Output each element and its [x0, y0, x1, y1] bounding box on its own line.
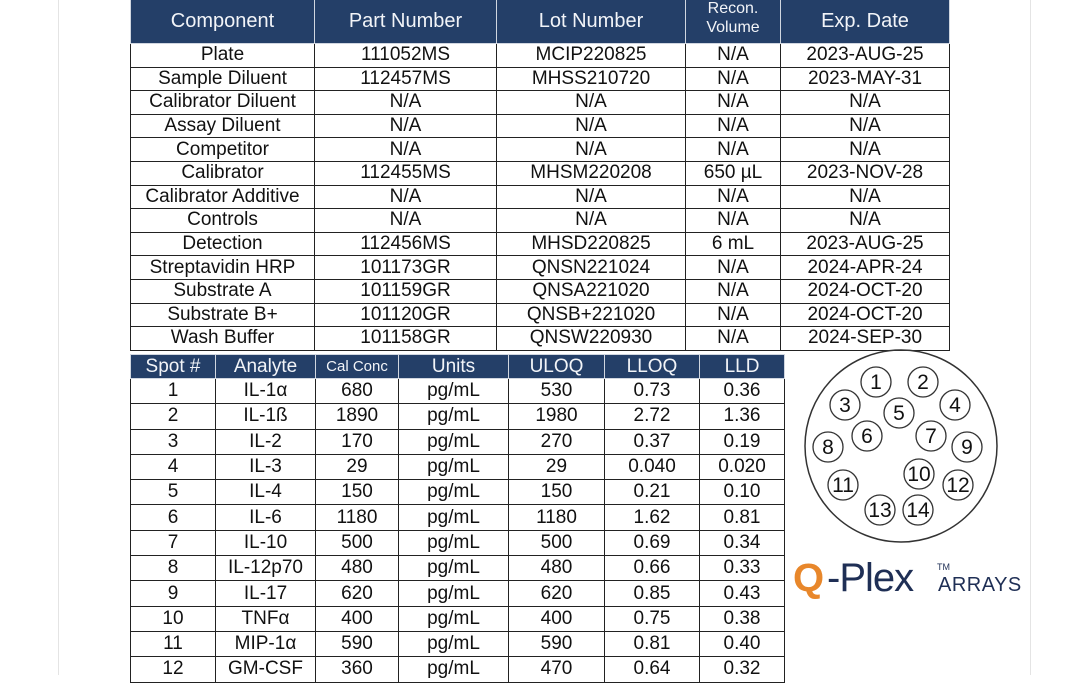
table-cell: 112455MS	[315, 161, 497, 185]
spot-label: 13	[868, 499, 892, 522]
table-cell: 0.36	[700, 379, 785, 404]
spot-row	[131, 556, 785, 581]
table-cell: IL-1ß	[216, 404, 316, 429]
spot-label: 4	[949, 394, 961, 417]
table-cell: pg/mL	[399, 379, 509, 404]
table-cell: Assay Diluent	[131, 114, 315, 138]
table-cell: 0.81	[700, 505, 785, 530]
spot-label: 6	[861, 425, 873, 448]
table-cell: 0.34	[700, 530, 785, 555]
table-cell: 2023-AUG-25	[781, 44, 950, 68]
table-cell: 1	[131, 379, 216, 404]
table-cell: 112456MS	[315, 232, 497, 256]
table-cell: Calibrator	[131, 161, 315, 185]
table-cell: N/A	[686, 138, 781, 162]
table-cell: pg/mL	[399, 657, 509, 682]
table-cell: 500	[316, 530, 399, 555]
table-cell: 2024-OCT-20	[781, 303, 950, 327]
table-cell: IL-1α	[216, 379, 316, 404]
table-cell: 470	[509, 657, 605, 682]
table-cell: Calibrator Additive	[131, 185, 315, 209]
table-cell: 1.36	[700, 404, 785, 429]
spots-header-row	[131, 355, 785, 379]
table-cell: Substrate A	[131, 279, 315, 303]
table-cell: 1180	[316, 505, 399, 530]
table-cell: 0.19	[700, 429, 785, 454]
table-cell: 150	[316, 480, 399, 505]
table-cell: 0.38	[700, 606, 785, 631]
header-exp-date: Exp. Date	[781, 0, 950, 44]
table-cell: 0.40	[700, 631, 785, 656]
table-cell: 11	[131, 631, 216, 656]
spot-label: 3	[839, 394, 851, 417]
table-cell: N/A	[686, 209, 781, 233]
table-cell: 0.020	[700, 454, 785, 479]
table-cell: 9	[131, 581, 216, 606]
spot-row	[131, 606, 785, 631]
header-recon-volume: Recon. Volume	[686, 0, 781, 44]
table-cell: 7	[131, 530, 216, 555]
logo-q: Q	[793, 556, 824, 600]
table-cell: 2023-AUG-25	[781, 232, 950, 256]
table-cell: 4	[131, 454, 216, 479]
table-cell: N/A	[781, 185, 950, 209]
table-cell: IL-2	[216, 429, 316, 454]
component-row	[131, 232, 950, 256]
table-cell: N/A	[315, 91, 497, 115]
table-cell: N/A	[781, 114, 950, 138]
table-cell: 10	[131, 606, 216, 631]
table-cell: N/A	[497, 114, 686, 138]
table-cell: 12	[131, 657, 216, 682]
table-cell: MCIP220825	[497, 44, 686, 68]
header-lloq: LLOQ	[605, 355, 700, 379]
table-cell: 29	[316, 454, 399, 479]
table-cell: 500	[509, 530, 605, 555]
table-cell: 6	[131, 505, 216, 530]
table-cell: 0.66	[605, 556, 700, 581]
component-row	[131, 91, 950, 115]
component-row	[131, 138, 950, 162]
table-cell: IL-10	[216, 530, 316, 555]
header-cal-conc: Cal Conc	[316, 355, 399, 379]
table-cell: IL-4	[216, 480, 316, 505]
page-edge-left	[58, 0, 59, 675]
spot-row	[131, 404, 785, 429]
table-cell: pg/mL	[399, 404, 509, 429]
table-cell: pg/mL	[399, 631, 509, 656]
components-table	[130, 0, 950, 351]
table-cell: 2023-NOV-28	[781, 161, 950, 185]
table-cell: N/A	[497, 91, 686, 115]
table-cell: Competitor	[131, 138, 315, 162]
spot-label: 7	[925, 425, 937, 448]
spot-label: 12	[946, 474, 970, 497]
table-cell: 150	[509, 480, 605, 505]
table-cell: 590	[509, 631, 605, 656]
table-cell: 0.37	[605, 429, 700, 454]
table-cell: MHSD220825	[497, 232, 686, 256]
spots-table-body	[131, 379, 785, 683]
component-row	[131, 279, 950, 303]
table-cell: Streptavidin HRP	[131, 256, 315, 280]
table-cell: N/A	[686, 256, 781, 280]
table-cell: Sample Diluent	[131, 67, 315, 91]
table-cell: 101120GR	[315, 303, 497, 327]
table-cell: 1180	[509, 505, 605, 530]
qplex-logo	[793, 556, 1023, 606]
table-cell: 1.62	[605, 505, 700, 530]
table-cell: 170	[316, 429, 399, 454]
table-cell: pg/mL	[399, 505, 509, 530]
table-cell: 1890	[316, 404, 399, 429]
table-cell: 2	[131, 404, 216, 429]
spot-label: 8	[822, 436, 834, 459]
table-cell: N/A	[781, 91, 950, 115]
spot-row	[131, 530, 785, 555]
table-cell: 101159GR	[315, 279, 497, 303]
table-cell: pg/mL	[399, 480, 509, 505]
table-cell: MHSM220208	[497, 161, 686, 185]
table-cell: TNFα	[216, 606, 316, 631]
table-cell: 590	[316, 631, 399, 656]
components-header-row	[131, 0, 950, 44]
component-row	[131, 209, 950, 233]
component-row	[131, 256, 950, 280]
table-cell: 620	[316, 581, 399, 606]
table-cell: 270	[509, 429, 605, 454]
table-cell: 0.64	[605, 657, 700, 682]
logo-plex: -Plex	[827, 556, 914, 600]
spot-row	[131, 657, 785, 682]
spot-label: 14	[906, 499, 930, 522]
component-row	[131, 185, 950, 209]
table-cell: N/A	[686, 91, 781, 115]
table-cell: MHSS210720	[497, 67, 686, 91]
table-cell: 480	[316, 556, 399, 581]
spots-table	[130, 354, 785, 683]
table-cell: QNSA221020	[497, 279, 686, 303]
components-table-body	[131, 44, 950, 351]
table-cell: N/A	[497, 209, 686, 233]
table-cell: N/A	[686, 114, 781, 138]
table-cell: 2023-MAY-31	[781, 67, 950, 91]
spot-row	[131, 454, 785, 479]
table-cell: pg/mL	[399, 429, 509, 454]
table-cell: N/A	[686, 279, 781, 303]
logo-tm: TM	[937, 562, 950, 572]
table-cell: 400	[316, 606, 399, 631]
header-lot-number: Lot Number	[497, 0, 686, 44]
table-cell: 8	[131, 556, 216, 581]
component-row	[131, 161, 950, 185]
table-cell: N/A	[497, 138, 686, 162]
table-cell: Calibrator Diluent	[131, 91, 315, 115]
table-cell: N/A	[686, 67, 781, 91]
table-cell: 5	[131, 480, 216, 505]
table-cell: 0.32	[700, 657, 785, 682]
component-row	[131, 114, 950, 138]
table-cell: QNSW220930	[497, 327, 686, 351]
table-cell: 680	[316, 379, 399, 404]
header-units: Units	[399, 355, 509, 379]
table-cell: 0.040	[605, 454, 700, 479]
spot-row	[131, 379, 785, 404]
table-cell: 360	[316, 657, 399, 682]
header-spot: Spot #	[131, 355, 216, 379]
table-cell: N/A	[315, 185, 497, 209]
table-cell: N/A	[781, 209, 950, 233]
table-cell: 0.81	[605, 631, 700, 656]
table-cell: 112457MS	[315, 67, 497, 91]
table-cell: 29	[509, 454, 605, 479]
table-cell: 6 mL	[686, 232, 781, 256]
table-cell: N/A	[315, 209, 497, 233]
table-cell: 0.73	[605, 379, 700, 404]
component-row	[131, 44, 950, 68]
table-cell: 530	[509, 379, 605, 404]
table-cell: N/A	[686, 185, 781, 209]
table-cell: 0.75	[605, 606, 700, 631]
table-cell: 0.85	[605, 581, 700, 606]
table-cell: N/A	[686, 303, 781, 327]
table-cell: 0.69	[605, 530, 700, 555]
table-cell: Detection	[131, 232, 315, 256]
page-edge-right	[1030, 0, 1031, 675]
spot-row	[131, 505, 785, 530]
table-cell: 2024-OCT-20	[781, 279, 950, 303]
table-cell: 1980	[509, 404, 605, 429]
table-cell: 650 µL	[686, 161, 781, 185]
table-cell: Substrate B+	[131, 303, 315, 327]
spot-map-diagram	[801, 346, 1001, 546]
table-cell: pg/mL	[399, 606, 509, 631]
table-cell: QNSB+221020	[497, 303, 686, 327]
table-cell: Wash Buffer	[131, 327, 315, 351]
table-cell: 0.33	[700, 556, 785, 581]
table-cell: pg/mL	[399, 581, 509, 606]
table-cell: N/A	[497, 185, 686, 209]
header-part-number: Part Number	[315, 0, 497, 44]
table-cell: IL-17	[216, 581, 316, 606]
table-cell: 0.43	[700, 581, 785, 606]
table-cell: 2.72	[605, 404, 700, 429]
table-cell: Plate	[131, 44, 315, 68]
spot-label: 1	[870, 371, 882, 394]
table-cell: 480	[509, 556, 605, 581]
table-cell: N/A	[686, 44, 781, 68]
table-cell: QNSN221024	[497, 256, 686, 280]
table-cell: GM-CSF	[216, 657, 316, 682]
table-cell: 0.21	[605, 480, 700, 505]
spot-row	[131, 480, 785, 505]
table-cell: 620	[509, 581, 605, 606]
spot-label: 10	[907, 463, 931, 486]
spot-label: 9	[961, 436, 973, 459]
table-cell: N/A	[315, 138, 497, 162]
table-cell: N/A	[315, 114, 497, 138]
header-component: Component	[131, 0, 315, 44]
header-analyte: Analyte	[216, 355, 316, 379]
table-cell: pg/mL	[399, 454, 509, 479]
spot-label: 2	[917, 371, 929, 394]
logo-arrays: ARRAYS	[938, 574, 1022, 596]
table-cell: 2024-SEP-30	[781, 327, 950, 351]
spot-group	[813, 367, 982, 525]
spot-row	[131, 631, 785, 656]
table-cell: IL-6	[216, 505, 316, 530]
component-row	[131, 303, 950, 327]
table-cell: 2024-APR-24	[781, 256, 950, 280]
component-row	[131, 67, 950, 91]
table-cell: 3	[131, 429, 216, 454]
table-cell: pg/mL	[399, 530, 509, 555]
table-cell: Controls	[131, 209, 315, 233]
table-cell: 0.10	[700, 480, 785, 505]
spot-label: 5	[893, 402, 905, 425]
table-cell: N/A	[686, 327, 781, 351]
spot-row	[131, 429, 785, 454]
table-cell: MIP-1α	[216, 631, 316, 656]
table-cell: 400	[509, 606, 605, 631]
table-cell: pg/mL	[399, 556, 509, 581]
table-cell: 101158GR	[315, 327, 497, 351]
table-cell: 111052MS	[315, 44, 497, 68]
spot-label: 11	[832, 474, 854, 497]
table-cell: IL-3	[216, 454, 316, 479]
header-uloq: ULOQ	[509, 355, 605, 379]
header-lld: LLD	[700, 355, 785, 379]
table-cell: N/A	[781, 138, 950, 162]
spot-row	[131, 581, 785, 606]
table-cell: IL-12p70	[216, 556, 316, 581]
table-cell: 101173GR	[315, 256, 497, 280]
